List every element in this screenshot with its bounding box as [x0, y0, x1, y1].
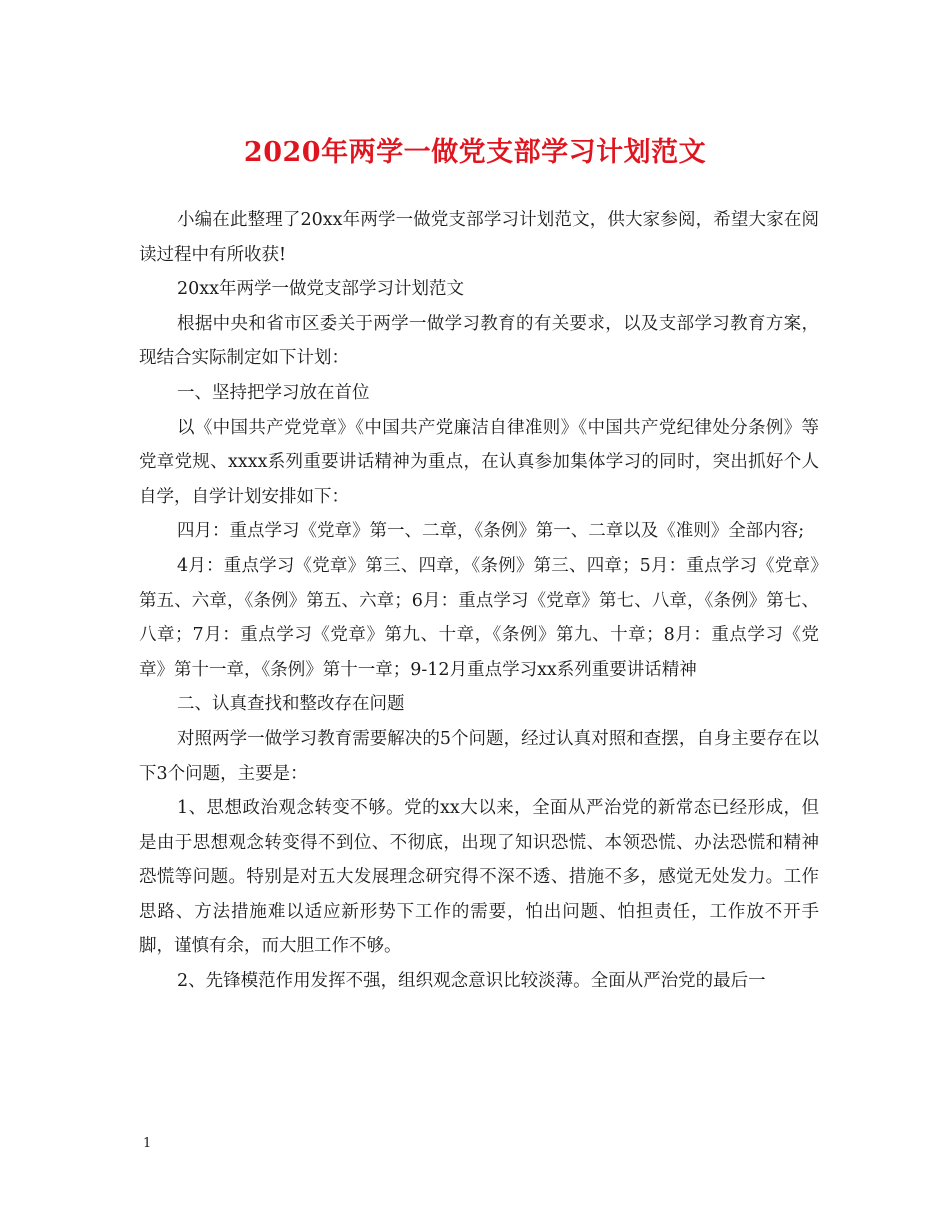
paragraph-april-plan: 四月：重点学习《党章》第一、二章，《条例》第一、二章以及《准则》全部内容; [177, 521, 805, 542]
paragraph-problems-intro: 对照两学一做学习教育需要解决的5个问题，经过认真对照和查摆，自身主要存在以下3个问题，主要是： [139, 728, 819, 784]
document-title: 2020年两学一做党支部学习计划范文 [243, 137, 707, 168]
paragraph-problem-1: 1、思想政治观念转变不够。党的xx大以来，全面从严治党的新常态已经形成，但是由于思想观念转变得不到位、不彻底，出现了知识恐慌、本领恐慌、办法恐慌和精神恐慌等问题。特别是对五大发展理念研究得不深不透、措施不多，感觉无处发力。工作思路、方法措施难以适应新形势下工作的需要，怕出问题、怕担责任，工作放不开手脚，谨慎有余，而大胆工作不够。 [139, 798, 819, 957]
paragraph-intro: 小编在此整理了20xx年两学一做党支部学习计划范文，供大家参阅，希望大家在阅读过程中有所收获! [139, 210, 819, 265]
section-heading-1: 一、坚持把学习放在首位 [177, 382, 370, 403]
page-number: 1 [143, 1136, 152, 1151]
section-heading-2: 二、认真查找和整改存在问题 [177, 694, 405, 715]
paragraph-problem-2: 2、先锋模范作用发挥不强，组织观念意识比较淡薄。全面从严治党的最后一 [177, 971, 766, 992]
paragraph-monthly-plan: 4月：重点学习《党章》第三、四章，《条例》第三、四章；5月：重点学习《党章》第五、六章，《条例》第五、六章；6月：重点学习《党章》第七、八章，《条例》第七、八章；7月：重点学习《党章》第九、十章，《条例》第九、十章；8月：重点学习《党章》第十一章，《条例》第十一章；9-12月重点学习xx系列重要讲话精神 [139, 555, 819, 680]
paragraph-study-focus: 以《中国共产党党章》《中国共产党廉洁自律准则》《中国共产党纪律处分条例》等党章党规、xxxx系列重要讲话精神为重点，在认真参加集体学习的同时，突出抓好个人自学，自学计划安排如下： [139, 417, 819, 507]
paragraph-basis: 根据中央和省市区委关于两学一做学习教育的有关要求，以及支部学习教育方案，现结合实际制定如下计划： [139, 313, 819, 369]
paragraph-subtitle: 20xx年两学一做党支部学习计划范文 [177, 279, 465, 300]
document-body [139, 203, 819, 999]
